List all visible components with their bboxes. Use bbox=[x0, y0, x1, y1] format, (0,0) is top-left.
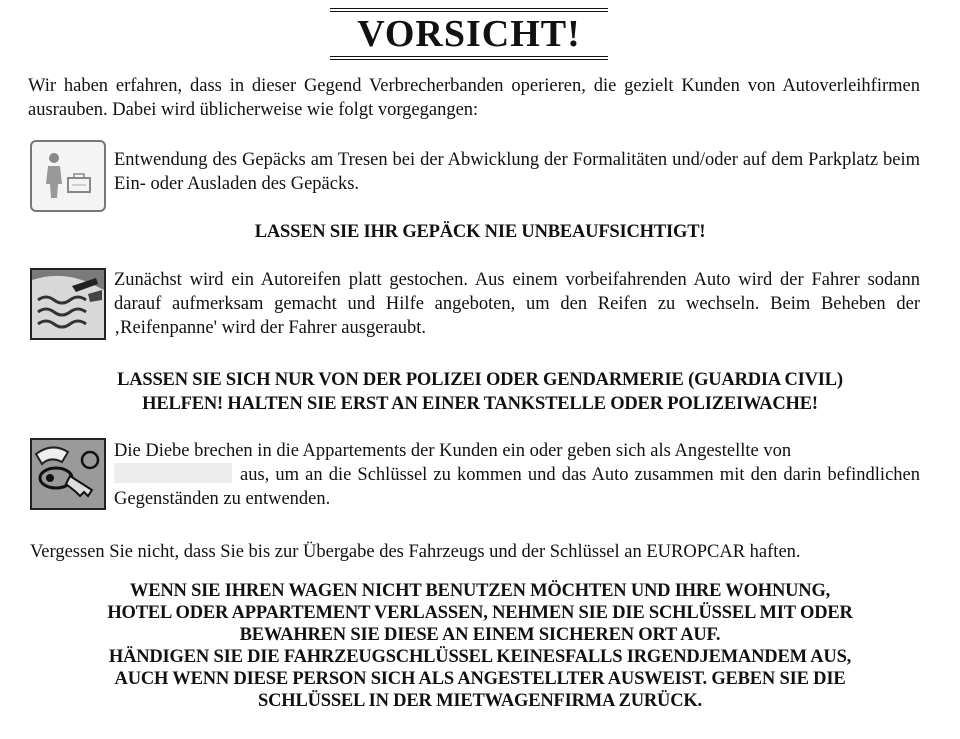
page-title: VORSICHT! bbox=[357, 13, 581, 55]
final-warning-line: WENN SIE IHREN WAGEN NICHT BENUTZEN MÖCHTEN UND IHRE WOHNUNG, bbox=[129, 581, 831, 601]
warning-line: LASSEN SIE SICH NUR VON DER POLIZEI ODER GENDARMERIE (GUARDIA CIVIL) bbox=[117, 370, 843, 390]
keys-text-second-part: aus, um an die Schlüssel zu kommen und das Auto zusammen mit den darin befindlichen Gegenständen zu entwenden. bbox=[114, 465, 920, 509]
final-warning-line: BEWAHREN SIE DIESE AN EINEM SICHEREN ORT AUF. bbox=[239, 625, 721, 645]
keys-section-text bbox=[114, 439, 920, 511]
redacted-company-name bbox=[114, 463, 232, 483]
final-warning-line: HOTEL ODER APPARTEMENT VERLASSEN, NEHMEN SIE DIE SCHLÜSSEL MIT ODER bbox=[107, 603, 853, 623]
warning-line: LASSEN SIE IHR GEPÄCK NIE UNBEAUFSICHTIGT! bbox=[254, 222, 706, 242]
luggage-section-text: Entwendung des Gepäcks am Tresen bei der Abwicklung der Formalitäten und/oder auf dem Parkplatz beim Ein- oder Ausladen des Gepäcks. bbox=[114, 150, 920, 194]
luggage-theft-icon bbox=[30, 140, 106, 212]
intro-paragraph: Wir haben erfahren, dass in dieser Gegend Verbrecherbanden operieren, die gezielt Kunden von Autoverleihfirmen ausrauben. Dabei wird üblicherweise wie folgt vorgegangen: bbox=[28, 76, 920, 120]
flat-tire-warning bbox=[20, 368, 940, 416]
luggage-warning bbox=[20, 220, 940, 244]
liability-reminder: Vergessen Sie nicht, dass Sie bis zur Übergabe des Fahrzeugs und der Schlüssel an EUROPCAR haften. bbox=[30, 542, 801, 562]
final-warning-line: AUCH WENN DIESE PERSON SICH ALS ANGESTELLTER AUSWEIST. GEBEN SIE DIE bbox=[114, 669, 846, 689]
keys-text-first-part: Die Diebe brechen in die Appartements der Kunden ein oder geben sich als Angestellte von bbox=[114, 441, 792, 461]
warning-line: HELFEN! HALTEN SIE ERST AN EINER TANKSTELLE ODER POLIZEIWACHE! bbox=[142, 394, 818, 414]
keys-icon bbox=[30, 438, 106, 510]
flat-tire-icon bbox=[30, 268, 106, 340]
flat-tire-section-text: Zunächst wird ein Autoreifen platt gestochen. Aus einem vorbeifahrenden Auto wird der Fahrer sodann darauf aufmerksam gemacht und Hilfe angeboten, um den Reifen zu wechseln. Beim Beheben der ‚Reifenpanne' wird der Fahrer ausgeraubt. bbox=[114, 270, 920, 338]
title-frame bbox=[330, 8, 608, 60]
final-warning bbox=[20, 580, 940, 712]
final-warning-line: SCHLÜSSEL IN DER MIETWAGENFIRMA ZURÜCK. bbox=[258, 691, 702, 711]
final-warning-line: HÄNDIGEN SIE DIE FAHRZEUGSCHLÜSSEL KEINESFALLS IRGENDJEMANDEM AUS, bbox=[108, 647, 852, 667]
